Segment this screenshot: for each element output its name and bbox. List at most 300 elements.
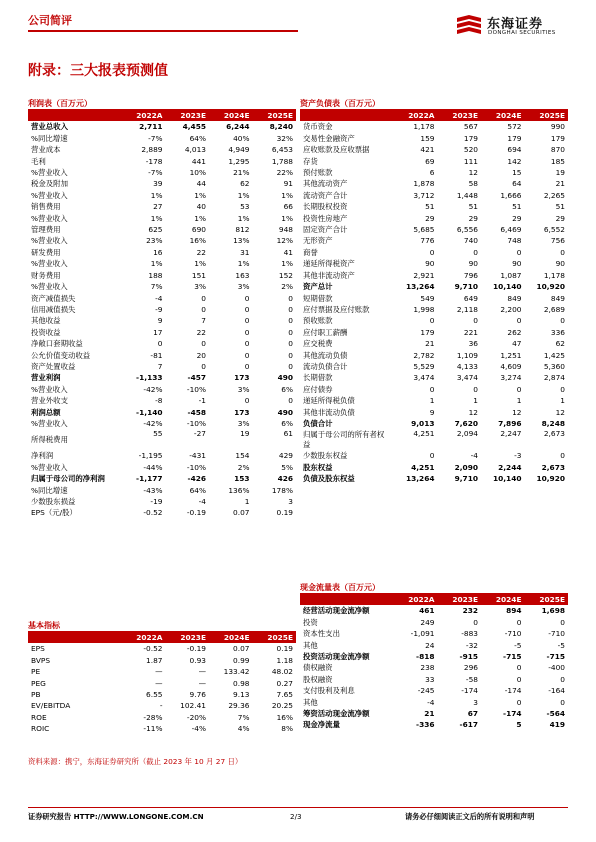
cell-value: 419 — [549, 720, 565, 730]
cell-value: 232 — [462, 606, 478, 616]
cell-value: 111 — [463, 156, 478, 166]
cell-value: -4 — [470, 451, 478, 461]
cell-value: 4% — [237, 724, 250, 734]
cell-value: -710 — [504, 629, 522, 639]
cell-value: 51 — [512, 202, 522, 212]
table-row — [300, 133, 568, 144]
cell-value: 179 — [463, 133, 478, 143]
cell-value: 0 — [473, 617, 478, 627]
cell-value: 3 — [288, 497, 293, 506]
balance-sheet-table — [300, 110, 568, 485]
cell-value: 3% — [194, 282, 206, 292]
table-row — [28, 462, 296, 473]
cell-value: 5,529 — [413, 361, 435, 371]
column-header — [28, 110, 122, 121]
cell-value: 1.18 — [276, 655, 293, 665]
cell-value: 2% — [237, 462, 250, 472]
cell-value: -400 — [548, 663, 565, 673]
cell-value: 0 — [516, 247, 522, 257]
cell-value: 1 — [516, 396, 522, 406]
cell-value: -1 — [198, 396, 206, 406]
cell-value: 567 — [463, 122, 478, 132]
row-label: BVPS — [31, 655, 51, 665]
cell-value: 6,552 — [543, 225, 565, 235]
cell-value: 159 — [420, 133, 435, 143]
table-header-row — [28, 632, 296, 643]
cell-value: -7% — [148, 168, 163, 178]
cell-value: — — [198, 667, 206, 677]
cell-value: 154 — [235, 451, 250, 461]
table-row — [300, 685, 568, 696]
table-header-row — [300, 594, 568, 605]
table-row — [300, 617, 568, 628]
cell-value: 133.42 — [223, 667, 250, 677]
cell-value: 0 — [244, 316, 250, 326]
cell-value: 2,200 — [500, 304, 522, 314]
cell-value: 136% — [228, 485, 250, 495]
cell-value: 62 — [555, 339, 565, 349]
column-header: 2022A — [122, 110, 166, 121]
cell-value: 0 — [244, 361, 250, 371]
row-label: 其他收益 — [31, 316, 61, 326]
cell-value: 12% — [276, 236, 293, 246]
income-statement-title: 利润表（百万元） — [28, 98, 296, 110]
cell-value: 1,666 — [500, 190, 522, 200]
page-number: 2/3 — [290, 812, 302, 821]
cell-value: 336 — [550, 327, 565, 337]
cashflow-panel — [300, 582, 568, 731]
cell-value: 0 — [244, 327, 250, 337]
column-header: 2023E — [166, 110, 210, 121]
column-header — [300, 594, 394, 605]
cell-value: 7% — [237, 712, 250, 722]
table-row — [300, 213, 568, 224]
cell-value: 16% — [276, 712, 293, 722]
table-row — [300, 327, 568, 338]
cell-value: 0 — [516, 316, 522, 326]
cell-value: 2,265 — [543, 190, 565, 200]
row-label: 净利润 — [31, 451, 54, 461]
cell-value: 421 — [420, 145, 435, 155]
cell-value: 2,118 — [456, 304, 478, 314]
row-label: 财务费用 — [31, 270, 61, 280]
cell-value: 69 — [425, 156, 435, 166]
cell-value: 690 — [191, 225, 206, 235]
cell-value: 0 — [429, 247, 435, 257]
cell-value: 1,448 — [456, 190, 478, 200]
cell-value: 0 — [201, 293, 206, 303]
cell-value: -9 — [155, 304, 163, 314]
cell-value: 64% — [189, 133, 206, 143]
table-row — [300, 361, 568, 372]
table-row — [300, 235, 568, 246]
cell-value: — — [155, 678, 163, 688]
cell-value: 441 — [191, 156, 206, 166]
table-row — [28, 121, 296, 132]
row-label: 股东权益 — [303, 462, 333, 472]
table-row — [300, 190, 568, 201]
row-label: 管理费用 — [31, 225, 61, 235]
cell-value: 53 — [240, 202, 250, 212]
row-label: %营业收入 — [31, 384, 68, 394]
cell-value: 6,469 — [500, 225, 522, 235]
cell-value: -44% — [143, 462, 163, 472]
row-label: %营业收入 — [31, 282, 68, 292]
cell-value: 426 — [277, 474, 293, 484]
cell-value: -7% — [148, 133, 163, 143]
table-row — [28, 372, 296, 383]
income-statement-panel — [28, 98, 296, 519]
balance-sheet-panel — [300, 98, 568, 485]
table-row — [28, 156, 296, 167]
cell-value: 5,685 — [413, 225, 435, 235]
cell-value: 849 — [550, 293, 565, 303]
cell-value: -19 — [150, 497, 163, 506]
cell-value: 21 — [425, 339, 435, 349]
table-row — [28, 293, 296, 304]
cell-value: -0.52 — [143, 508, 163, 518]
column-header: 2023E — [166, 632, 210, 643]
row-label: ROIC — [31, 724, 50, 734]
cell-value: 13,264 — [405, 282, 435, 292]
table-row — [300, 674, 568, 685]
column-header: 2023E — [438, 594, 482, 605]
row-label: 无形资产 — [303, 236, 333, 246]
cell-value: 12 — [512, 407, 522, 417]
table-header-row — [28, 110, 296, 121]
cell-value: 0 — [560, 384, 565, 394]
row-label: 流动资产合计 — [303, 190, 348, 200]
cell-value: -81 — [150, 350, 163, 360]
cell-value: 0 — [473, 384, 478, 394]
cell-value: -564 — [546, 709, 565, 719]
cell-value: -11% — [143, 724, 163, 734]
cell-value: 39 — [153, 179, 163, 189]
column-header: 2022A — [394, 110, 438, 121]
table-row — [28, 338, 296, 349]
cell-value: 12 — [555, 407, 565, 417]
income-statement-table — [28, 110, 296, 519]
cell-value: 188 — [148, 270, 163, 280]
cashflow-title: 现金流量表（百万元） — [300, 582, 568, 594]
row-label: 存货 — [303, 156, 318, 166]
cell-value: 179 — [420, 327, 435, 337]
table-row — [300, 628, 568, 639]
row-label: PE — [31, 667, 41, 677]
cell-value: 3 — [473, 697, 478, 707]
table-row — [28, 133, 296, 144]
report-type-label: 公司简评 — [28, 14, 72, 27]
table-row — [28, 643, 296, 654]
table-row — [28, 315, 296, 326]
cell-value: -10% — [186, 384, 206, 394]
cell-value: 3% — [237, 384, 250, 394]
table-row — [300, 605, 568, 616]
logo-mark-icon — [455, 14, 483, 36]
cell-value: -0.52 — [143, 644, 163, 654]
table-row — [28, 384, 296, 395]
table-row — [28, 167, 296, 178]
balance-sheet-title: 资产负债表（百万元） — [300, 98, 568, 110]
cell-value: 0 — [516, 697, 522, 707]
cell-value: -245 — [417, 686, 435, 696]
row-label: 营业成本 — [31, 145, 61, 155]
table-row — [300, 201, 568, 212]
cell-value: 429 — [278, 451, 293, 461]
table-row — [28, 235, 296, 246]
cell-value: 1,178 — [413, 122, 435, 132]
cell-value: 21 — [424, 709, 435, 719]
cell-value: 47 — [512, 339, 522, 349]
row-label: 资产处置收益 — [31, 361, 76, 371]
cell-value: 1% — [237, 213, 250, 223]
cell-value: 0 — [201, 361, 206, 371]
basic-indicators-table — [28, 632, 296, 735]
cell-value: -457 — [187, 373, 206, 383]
row-label: 信用减值损失 — [31, 304, 76, 314]
cell-value: 0.98 — [233, 678, 250, 688]
cell-value: 990 — [550, 122, 565, 132]
row-label: 资产减值损失 — [31, 293, 76, 303]
cell-value: 13,264 — [405, 474, 435, 484]
cell-value: 0 — [244, 304, 250, 314]
row-label: 固定资产合计 — [303, 225, 348, 235]
table-row — [28, 418, 296, 429]
cell-value: 3,474 — [456, 373, 478, 383]
row-label: %营业收入 — [31, 259, 68, 269]
cell-value: 102.41 — [180, 701, 206, 711]
column-header: 2025E — [525, 594, 569, 605]
row-label: 利润总额 — [31, 407, 61, 417]
table-row — [28, 450, 296, 461]
cell-value: -10% — [186, 462, 206, 472]
basic-indicators-panel — [28, 620, 296, 735]
cell-value: -42% — [143, 384, 163, 394]
row-label: 应收账款及应收票据 — [303, 145, 370, 155]
cell-value: 948 — [278, 225, 293, 235]
table-row — [300, 651, 568, 662]
cell-value: 6.55 — [146, 690, 163, 700]
table-row — [28, 247, 296, 258]
cell-value: 7.65 — [276, 690, 293, 700]
column-header — [28, 632, 122, 643]
cell-value: 694 — [507, 145, 522, 155]
row-label: EV/EBITDA — [31, 701, 71, 711]
cell-value: 0.19 — [276, 644, 293, 654]
column-header — [300, 110, 394, 121]
cell-value: 1,251 — [500, 350, 522, 360]
table-row — [300, 418, 568, 429]
cell-value: 5% — [281, 462, 293, 472]
cell-value: 7 — [201, 316, 206, 326]
cell-value: 0 — [429, 316, 435, 326]
cell-value: 10,140 — [492, 282, 522, 292]
footer-website: 证券研究报告 HTTP://WWW.LONGONE.COM.CN — [28, 812, 204, 821]
table-header-row — [300, 110, 568, 121]
cell-value: -617 — [459, 720, 478, 730]
cell-value: -174 — [461, 686, 478, 696]
cell-value: — — [155, 667, 163, 677]
table-row — [28, 304, 296, 315]
row-label: %同比增速 — [31, 485, 68, 495]
cell-value: 62 — [240, 179, 250, 189]
cell-value: — — [198, 678, 206, 688]
row-label: 投资 — [303, 617, 318, 627]
cell-value: 12 — [468, 168, 478, 178]
table-row — [300, 304, 568, 315]
row-label: 投资收益 — [31, 327, 61, 337]
cell-value: 625 — [148, 225, 163, 235]
cell-value: 48.02 — [271, 667, 293, 677]
table-row — [28, 407, 296, 418]
cell-value: 0 — [201, 339, 206, 349]
cell-value: 3% — [237, 282, 250, 292]
cell-value: -10% — [186, 418, 206, 428]
cell-value: 7,620 — [454, 418, 478, 428]
cell-value: 2,673 — [543, 429, 565, 439]
cell-value: 1,698 — [541, 606, 565, 616]
cell-value: -458 — [187, 407, 206, 417]
cell-value: 64% — [189, 485, 206, 495]
cell-value: 151 — [191, 270, 206, 280]
cell-value: 1,998 — [413, 304, 435, 314]
cell-value: 10% — [189, 168, 206, 178]
cell-value: 549 — [420, 293, 435, 303]
cell-value: 0 — [560, 674, 565, 684]
cell-value: 61 — [283, 429, 293, 439]
cell-value: 1% — [237, 259, 250, 269]
cell-value: 0 — [244, 396, 250, 406]
cell-value: 1,109 — [456, 350, 478, 360]
row-label: 预付账款 — [303, 168, 333, 178]
cell-value: 13% — [233, 236, 250, 246]
cell-value: 4,609 — [500, 361, 522, 371]
row-label: 应交税费 — [303, 339, 333, 349]
cell-value: 1% — [194, 259, 206, 269]
cell-value: 51 — [555, 202, 565, 212]
cell-value: 29.36 — [228, 701, 250, 711]
cell-value: -4 — [155, 293, 163, 303]
cell-value: 0 — [560, 247, 565, 257]
cell-value: 1% — [150, 213, 163, 223]
column-header: 2025E — [253, 632, 297, 643]
cell-value: -4 — [198, 497, 206, 506]
row-label: 递延所得税资产 — [303, 259, 355, 269]
table-row — [300, 662, 568, 673]
cell-value: 0 — [560, 451, 565, 461]
cell-value: -58 — [465, 674, 478, 684]
cell-value: 5 — [516, 720, 522, 730]
row-label: 其他 — [303, 697, 318, 707]
cell-value: 0 — [560, 697, 565, 707]
row-label: 现金净流量 — [303, 720, 340, 730]
cell-value: 185 — [550, 156, 565, 166]
table-row — [300, 384, 568, 395]
cell-value: 6% — [281, 418, 293, 428]
cell-value: 33 — [425, 674, 435, 684]
cell-value: 6 — [429, 168, 435, 178]
row-label: 其他流动负债 — [303, 350, 348, 360]
cell-value: 0.19 — [276, 508, 293, 518]
cell-value: 1% — [281, 190, 293, 200]
cell-value: 22 — [196, 327, 206, 337]
table-row — [28, 473, 296, 484]
cell-value: 4,949 — [228, 145, 250, 155]
cell-value: 1 — [429, 396, 435, 406]
cell-value: 1,178 — [543, 270, 565, 280]
row-label: 短期借款 — [303, 293, 333, 303]
cell-value: 0 — [516, 663, 522, 673]
cell-value: 796 — [463, 270, 478, 280]
cell-value: 2% — [281, 282, 293, 292]
row-label: %营业收入 — [31, 213, 68, 223]
table-row — [28, 270, 296, 281]
cell-value: 4,455 — [182, 122, 206, 132]
cell-value: 0 — [201, 304, 206, 314]
table-row — [300, 144, 568, 155]
column-header: 2024E — [209, 110, 253, 121]
row-label: 预收账款 — [303, 316, 333, 326]
cell-value: -4% — [191, 724, 206, 734]
cell-value: 461 — [419, 606, 435, 616]
table-row — [28, 678, 296, 689]
cell-value: 249 — [420, 617, 435, 627]
cell-value: 520 — [463, 145, 478, 155]
row-label: %同比增速 — [31, 133, 68, 143]
cell-value: 91 — [283, 179, 293, 189]
cell-value: -5 — [557, 640, 565, 650]
table-row — [28, 507, 296, 518]
cell-value: 296 — [463, 663, 478, 673]
cell-value: 1% — [281, 213, 293, 223]
cell-value: 8,240 — [269, 122, 293, 132]
cell-value: 29 — [555, 213, 565, 223]
cell-value: 2,874 — [543, 373, 565, 383]
cell-value: 1,295 — [228, 156, 250, 166]
cell-value: 51 — [425, 202, 435, 212]
cell-value: 776 — [420, 236, 435, 246]
cell-value: 2,782 — [413, 350, 435, 360]
cell-value: 2,673 — [541, 462, 565, 472]
logo-text-en: DONGHAI SECURITIES — [488, 30, 556, 36]
cell-value: 4,251 — [413, 429, 435, 439]
cell-value: 894 — [506, 606, 522, 616]
row-label: 股权融资 — [303, 674, 333, 684]
table-row — [28, 485, 296, 496]
cell-value: -715 — [546, 652, 565, 662]
cell-value: 1 — [244, 497, 250, 506]
row-label: 商誉 — [303, 247, 318, 257]
cell-value: 0 — [288, 316, 293, 326]
cell-value: 0 — [288, 339, 293, 349]
cell-value: 29 — [468, 213, 478, 223]
row-label: 投资性房地产 — [303, 213, 348, 223]
cell-value: 3% — [237, 418, 250, 428]
row-label: %营业收入 — [31, 190, 68, 200]
cell-value: -5 — [514, 640, 522, 650]
column-header: 2024E — [481, 110, 525, 121]
cell-value: -915 — [459, 652, 478, 662]
cell-value: 22% — [276, 168, 293, 178]
cell-value: -27 — [193, 429, 206, 439]
cell-value: 44 — [196, 179, 206, 189]
cell-value: 178% — [271, 485, 293, 495]
cell-value: 756 — [550, 236, 565, 246]
cell-value: -710 — [548, 629, 565, 639]
cell-value: 9 — [429, 407, 435, 417]
table-row — [300, 350, 568, 361]
cell-value: 36 — [468, 339, 478, 349]
